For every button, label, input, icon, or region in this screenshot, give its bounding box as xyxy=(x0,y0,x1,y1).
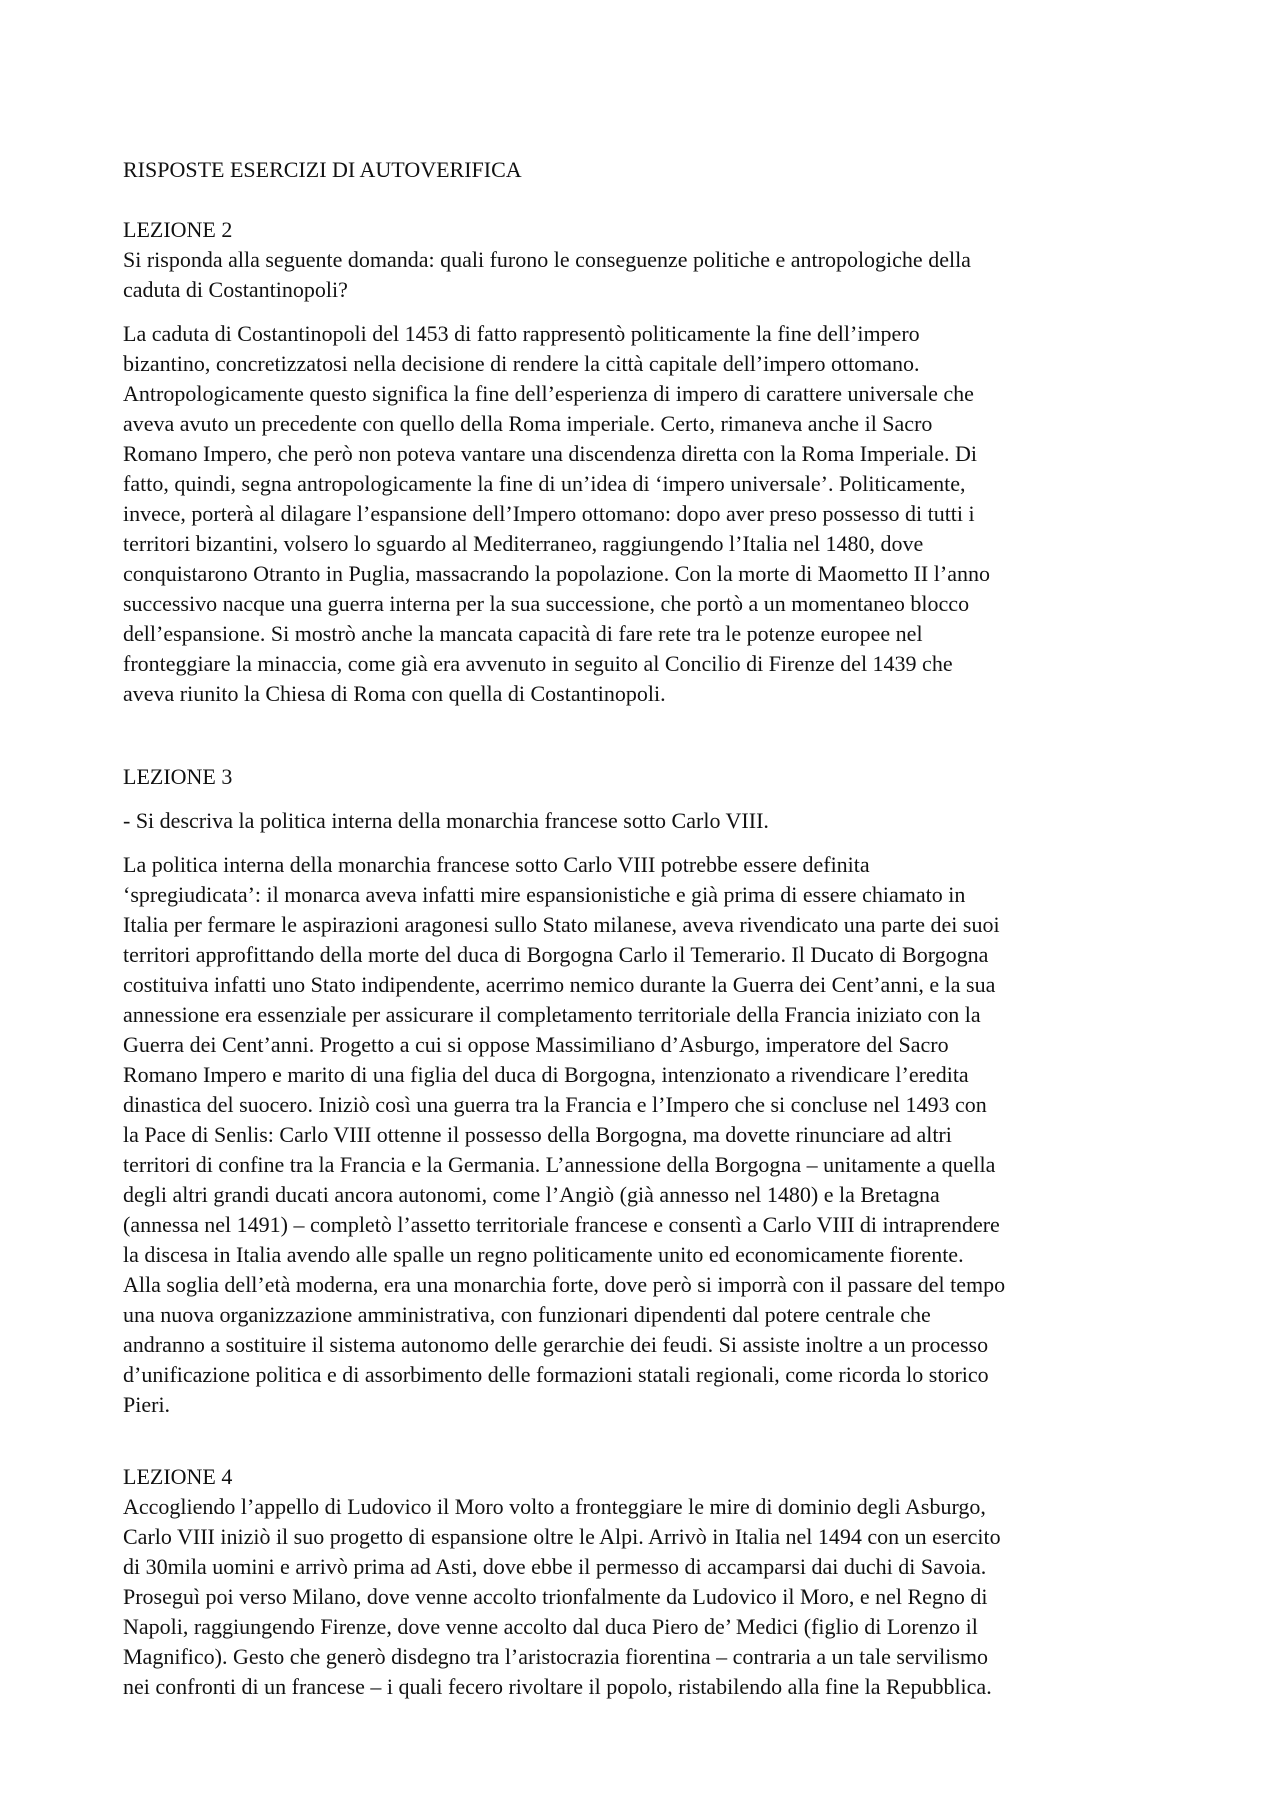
text-line: di 30mila uomini e arrivò prima ad Asti, dove ebbe il permesso di accamparsi dai duchi di Savoia. xyxy=(123,1554,987,1579)
text-line: aveva riunito la Chiesa di Roma con quella di Costantinopoli. xyxy=(123,681,666,706)
section-heading: LEZIONE 3 xyxy=(123,764,233,789)
text-line: dinastica del suocero. Iniziò così una guerra tra la Francia e l’Impero che si concluse nel 1493 con xyxy=(123,1092,987,1117)
section-answer xyxy=(123,850,1173,1420)
text-line: d’unificazione politica e di assorbimento delle formazioni statali regionali, come ricorda lo storico xyxy=(123,1362,989,1387)
document-title: RISPOSTE ESERCIZI DI AUTOVERIFICA xyxy=(123,157,522,182)
section-question xyxy=(123,806,1173,836)
text-line: Carlo VIII iniziò il suo progetto di espansione oltre le Alpi. Arrivò in Italia nel 1494 con un esercito xyxy=(123,1524,1001,1549)
section-answer xyxy=(123,1492,1173,1702)
section-question xyxy=(123,245,1173,305)
text-line: fatto, quindi, segna antropologicamente la fine di un’idea di ‘impero universale’. Politicamente, xyxy=(123,471,966,496)
text-line: dell’espansione. Si mostrò anche la mancata capacità di fare rete tra le potenze europee nel xyxy=(123,621,923,646)
text-line: ‘spregiudicata’: il monarca aveva infatti mire espansionistiche e già prima di essere chiamato in xyxy=(123,882,966,907)
section-lezione-2 xyxy=(123,215,1173,709)
text-line: Accogliendo l’appello di Ludovico il Moro volto a fronteggiare le mire di dominio degli Asburgo, xyxy=(123,1494,986,1519)
text-line: Si risponda alla seguente domanda: quali furono le conseguenze politiche e antropologiche della xyxy=(123,247,971,272)
text-line: caduta di Costantinopoli? xyxy=(123,277,348,302)
section-heading: LEZIONE 2 xyxy=(123,217,233,242)
text-line: La politica interna della monarchia francese sotto Carlo VIII potrebbe essere definita xyxy=(123,852,870,877)
text-line: Romano Impero, che però non poteva vantare una discendenza diretta con la Roma Imperiale. Di xyxy=(123,441,978,466)
text-line: degli altri grandi ducati ancora autonomi, come l’Angiò (già annesso nel 1480) e la Bretagna xyxy=(123,1182,940,1207)
text-line: fronteggiare la minaccia, come già era avvenuto in seguito al Concilio di Firenze del 1439 che xyxy=(123,651,953,676)
section-answer xyxy=(123,319,1173,709)
text-line: Napoli, raggiungendo Firenze, dove venne accolto dal duca Piero de’ Medici (figlio di Lorenzo il xyxy=(123,1614,978,1639)
section-lezione-3 xyxy=(123,762,1173,1420)
text-line: territori approfittando della morte del duca di Borgogna Carlo il Temerario. Il Ducato di Borgogna xyxy=(123,942,989,967)
text-line: (annessa nel 1491) – completò l’assetto territoriale francese e consentì a Carlo VIII di intraprendere xyxy=(123,1212,1000,1237)
text-line: la discesa in Italia avendo alle spalle un regno politicamente unito ed economicamente fiorente. xyxy=(123,1242,964,1267)
text-line: Italia per fermare le aspirazioni aragonesi sullo Stato milanese, aveva rivendicato una parte dei suoi xyxy=(123,912,1000,937)
text-line: annessione era essenziale per assicurare il completamento territoriale della Francia iniziato con la xyxy=(123,1002,981,1027)
text-line: la Pace di Senlis: Carlo VIII ottenne il possesso della Borgogna, ma dovette rinunciare ad altri xyxy=(123,1122,952,1147)
text-line: successivo nacque una guerra interna per la sua successione, che portò a un momentaneo blocco xyxy=(123,591,970,616)
text-line: aveva avuto un precedente con quello della Roma imperiale. Certo, rimaneva anche il Sacro xyxy=(123,411,933,436)
text-line: Alla soglia dell’età moderna, era una monarchia forte, dove però si imporrà con il passare del tempo xyxy=(123,1272,1006,1297)
text-line: una nuova organizzazione amministrativa, con funzionari dipendenti dal potere centrale che xyxy=(123,1302,931,1327)
text-line: invece, porterà al dilagare l’espansione dell’Impero ottomano: dopo aver preso possesso di tutti i xyxy=(123,501,975,526)
text-line: territori di confine tra la Francia e la Germania. L’annessione della Borgogna – unitamente a quella xyxy=(123,1152,996,1177)
text-line: Pieri. xyxy=(123,1392,171,1417)
text-line: conquistarono Otranto in Puglia, massacrando la popolazione. Con la morte di Maometto II l’anno xyxy=(123,561,990,586)
text-line: Guerra dei Cent’anni. Progetto a cui si oppose Massimiliano d’Asburgo, imperatore del Sacro xyxy=(123,1032,949,1057)
text-line: Proseguì poi verso Milano, dove venne accolto trionfalmente da Ludovico il Moro, e nel Regno di xyxy=(123,1584,988,1609)
text-line: Antropologicamente questo significa la fine dell’esperienza di impero di carattere universale che xyxy=(123,381,974,406)
text-line: Romano Impero e marito di una figlia del duca di Borgogna, intenzionato a rivendicare l’eredita xyxy=(123,1062,969,1087)
text-line: bizantino, concretizzatosi nella decisione di rendere la città capitale dell’impero ottomano. xyxy=(123,351,920,376)
text-line: nei confronti di un francese – i quali fecero rivoltare il popolo, ristabilendo alla fine la Repubblica. xyxy=(123,1674,992,1699)
section-heading: LEZIONE 4 xyxy=(123,1464,233,1489)
text-line: costituiva infatti uno Stato indipendente, acerrimo nemico durante la Guerra dei Cent’anni, e la sua xyxy=(123,972,996,997)
section-lezione-4 xyxy=(123,1462,1173,1702)
text-line: - Si descriva la politica interna della monarchia francese sotto Carlo VIII. xyxy=(123,808,769,833)
text-line: Magnifico). Gesto che generò disdegno tra l’aristocrazia fiorentina – contraria a un tale servilismo xyxy=(123,1644,989,1669)
text-line: andranno a sostituire il sistema autonomo delle gerarchie dei feudi. Si assiste inoltre a un processo xyxy=(123,1332,989,1357)
text-line: territori bizantini, volsero lo sguardo al Mediterraneo, raggiungendo l’Italia nel 1480, dove xyxy=(123,531,924,556)
text-line: La caduta di Costantinopoli del 1453 di fatto rappresentò politicamente la fine dell’impero xyxy=(123,321,920,346)
